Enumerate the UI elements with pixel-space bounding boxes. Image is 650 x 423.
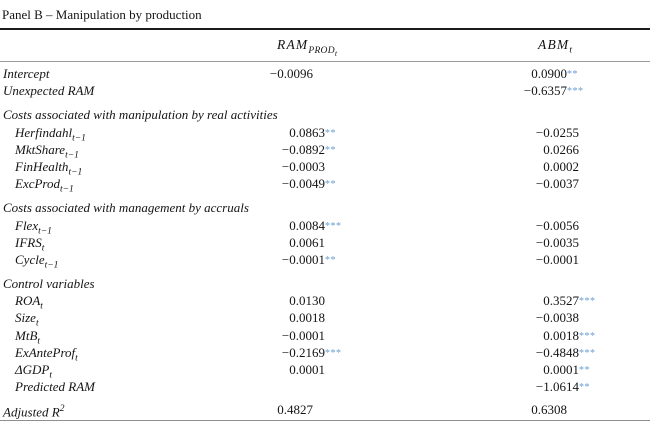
significance-stars[interactable]: **	[325, 144, 336, 156]
cell-ram-prod: 0.0018	[289, 310, 325, 326]
header-rule	[0, 61, 650, 62]
row-label: Size$_t$	[15, 310, 39, 330]
significance-stars[interactable]: **	[325, 127, 336, 139]
row-label: Herfindahl$_{t-1}$	[15, 124, 86, 144]
table-row-cycle	[0, 251, 650, 271]
cell-abm: −0.4848 ***	[325, 344, 579, 361]
cell-abm: 0.6308	[531, 402, 567, 418]
cell-abm: −0.0001	[535, 251, 579, 267]
section-header-real-activities	[0, 106, 650, 123]
table-row-gdp	[0, 361, 650, 381]
row-label: $\Delta GDP_t$	[15, 362, 52, 381]
table-row-excprod	[0, 175, 650, 195]
row-label: MktShare$_{t-1}$	[15, 141, 79, 161]
section-label: Costs associated with management by accruals	[3, 200, 249, 216]
row-label: FinHealth$_{t-1}$	[15, 158, 83, 178]
cell-ram-prod: −0.0049 **	[249, 175, 325, 192]
cell-abm: 0.0001 **	[325, 361, 579, 378]
significance-stars[interactable]: ***	[325, 220, 342, 232]
cell-ram-prod: 0.0061	[289, 234, 325, 250]
section-header-accruals	[0, 199, 650, 216]
row-label: MtB$_t$	[15, 327, 41, 347]
cell-ram-prod: −0.2169 ***	[249, 344, 325, 361]
cell-abm: 0.3527 ***	[325, 292, 579, 309]
section-header-control-variables	[0, 275, 650, 292]
cell-ram-prod: 0.0084 ***	[249, 217, 325, 234]
significance-stars[interactable]: ***	[567, 86, 584, 98]
table-row-herfindahl	[0, 124, 650, 144]
cell-ram-prod: 0.0130	[289, 293, 325, 309]
column-header-ram-prod: $RAM_{PROD_t}$	[277, 37, 338, 58]
section-label: Costs associated with manipulation by real activities	[3, 107, 278, 123]
table-row-size	[0, 309, 650, 330]
table-row-adjusted-r2	[0, 401, 650, 418]
row-label: Intercept	[3, 66, 50, 81]
table-row-predicted-ram	[0, 378, 650, 395]
table-row-exanteprof	[0, 344, 650, 364]
cell-abm: −0.0037	[535, 176, 579, 192]
cell-abm: −0.6357 ***	[313, 82, 567, 99]
significance-stars[interactable]: ***	[325, 347, 342, 359]
row-label: ExAnteProf$_t$	[15, 344, 78, 364]
table-row-mktshare	[0, 141, 650, 161]
table-row-roa	[0, 292, 650, 312]
section-label: Control variables	[3, 276, 95, 292]
panel-title: Panel B – Manipulation by production	[2, 7, 202, 22]
cell-ram-prod: −0.0001	[281, 327, 325, 343]
cell-abm: −0.0056	[535, 217, 579, 233]
row-label: Adjusted $R^2$	[3, 404, 65, 420]
row-label: $ROA_t$	[15, 293, 43, 312]
significance-stars[interactable]: ***	[579, 347, 596, 359]
cell-ram-prod: −0.0892 **	[249, 141, 325, 158]
table-row-unexpected-ram	[0, 82, 650, 99]
significance-stars[interactable]: **	[579, 382, 590, 394]
column-header-row	[0, 30, 650, 61]
cell-abm: 0.0266	[543, 141, 579, 157]
cell-ram-prod: −0.0001 **	[249, 251, 325, 268]
cell-abm: −0.0038	[535, 310, 579, 326]
significance-stars[interactable]: ***	[579, 330, 596, 342]
cell-ram-prod	[237, 82, 313, 99]
row-label: Predicted RAM	[15, 379, 96, 395]
cell-ram-prod: 0.0863 **	[249, 124, 325, 141]
table-row-ifrs	[0, 234, 650, 254]
significance-stars[interactable]: **	[325, 179, 336, 191]
cell-abm: 0.0900 **	[313, 65, 567, 82]
table-row-finhealth	[0, 158, 650, 178]
row-label: Unexpected RAM	[3, 83, 95, 99]
significance-stars[interactable]: **	[325, 254, 336, 266]
column-header-abm: $ABM_t$	[538, 37, 573, 56]
cell-abm: −0.0255	[535, 124, 579, 140]
row-label: Flex$_{t-1}$	[15, 217, 52, 237]
table-row-intercept	[0, 65, 650, 82]
table-row-mtb	[0, 327, 650, 347]
cell-ram-prod	[249, 378, 325, 395]
cell-ram-prod: 0.4827	[277, 402, 313, 418]
row-label: Cycle$_{t-1}$	[15, 251, 59, 271]
cell-abm: 0.0018 ***	[325, 327, 579, 344]
table-body	[0, 65, 650, 419]
significance-stars[interactable]: ***	[579, 296, 596, 308]
cell-abm: −0.0035	[535, 234, 579, 250]
cell-ram-prod: −0.0003	[281, 158, 325, 174]
table-row-flex	[0, 217, 650, 237]
row-label: $IFRS_t$	[15, 234, 45, 254]
cell-abm: −1.0614 **	[325, 378, 579, 395]
cell-ram-prod: −0.0096	[269, 66, 313, 81]
cell-abm: 0.0002	[543, 158, 579, 174]
cell-ram-prod: 0.0001	[289, 362, 325, 377]
bottom-rule	[0, 420, 650, 421]
row-label: ExcProd$_{t-1}$	[15, 176, 74, 195]
significance-stars[interactable]: **	[579, 365, 590, 376]
significance-stars[interactable]: **	[567, 69, 578, 80]
